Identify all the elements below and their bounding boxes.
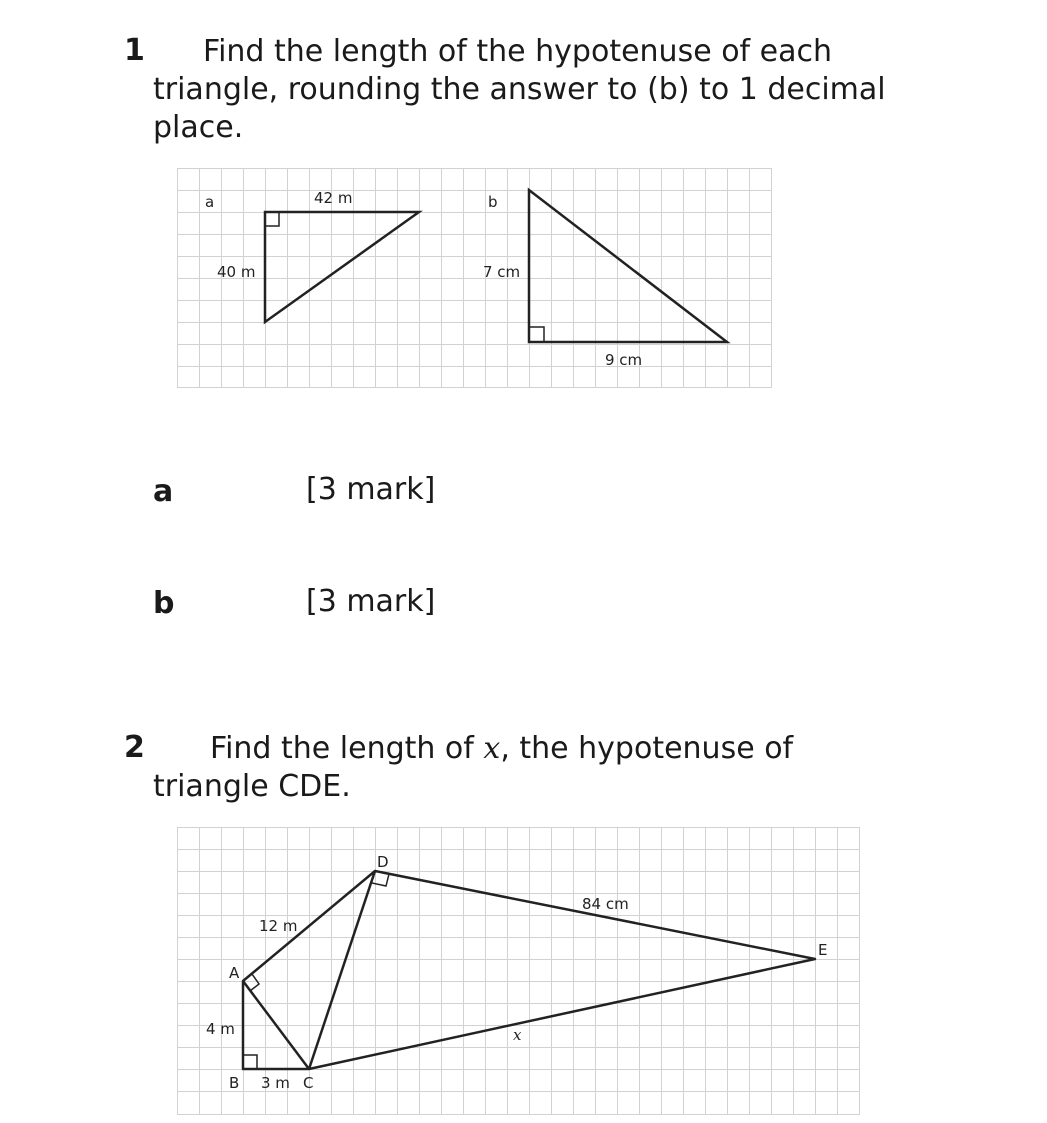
vertex-label-b: B [229,1074,240,1092]
question-2-text-line-2: triangle CDE. [153,769,351,804]
question-2-text-line-1: Find the length of x, the hypotenuse of [210,731,794,766]
side-label-bc: 3 m [261,1074,290,1092]
q1-figure [177,168,772,388]
triangle-a-top-side-label: 42 m [314,189,353,207]
side-label-de: 84 cm [582,895,629,913]
vertex-label-a: A [229,964,240,982]
triangle-a-label: a [205,193,215,211]
part-a-label: a [153,474,174,509]
right-angle-A [250,974,259,991]
triangle-b-bottom-side-label: 9 cm [605,351,643,369]
question-1-text-line-3: place. [153,110,244,145]
question-number-2: 2 [124,730,145,765]
triangle-a [265,212,419,322]
q2-figure [177,827,860,1115]
triangle-b-left-side-label: 7 cm [483,263,521,281]
question-1-text-line-2: triangle, rounding the answer to (b) to 1 decimal [153,72,886,107]
vertex-label-c: C [303,1074,314,1092]
right-angle-B [243,1055,257,1069]
triangle-b-right-angle-marker [529,327,544,342]
part-a-marks: [3 mark] [306,472,436,507]
variable-x: x [483,731,501,766]
side-label-ce-x: x [513,1026,522,1044]
question-1-text-line-1: Find the length of the hypotenuse of each [203,34,832,69]
triangle-b-label: b [488,193,498,211]
part-b-label: b [153,586,175,621]
vertex-label-d: D [377,853,389,871]
question-number-1: 1 [124,33,145,68]
triangle-a-right-angle-marker [265,212,279,226]
triangle-a-left-side-label: 40 m [217,263,256,281]
part-b-marks: [3 mark] [306,584,436,619]
vertex-label-e: E [818,941,828,959]
side-label-ab: 4 m [206,1020,235,1038]
side-label-ad: 12 m [259,917,298,935]
